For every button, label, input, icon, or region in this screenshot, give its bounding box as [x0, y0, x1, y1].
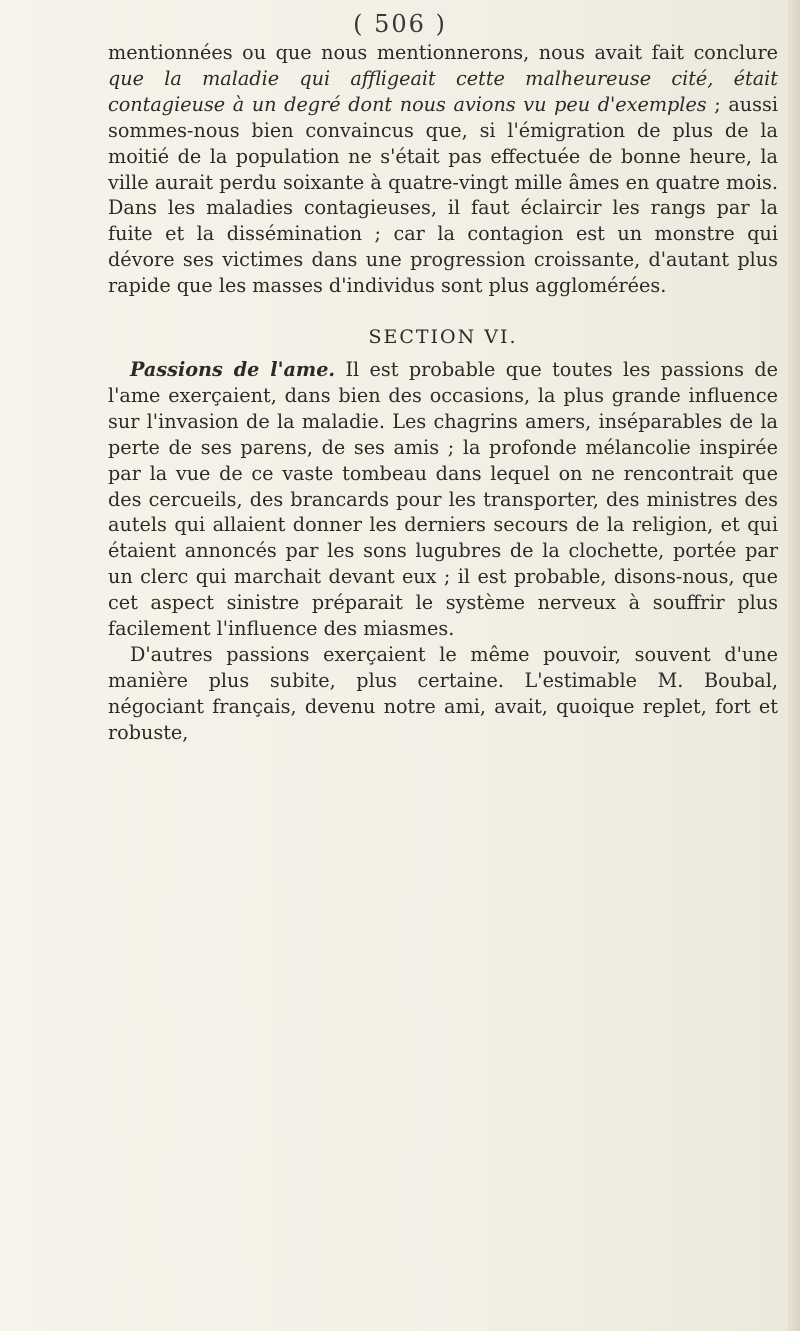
run-in-title: Passions de l'ame. [130, 357, 336, 381]
italic-quote: que la maladie qui affligeait cette malheureuse cité, était contagieuse à un degré dont nous avions vu peu d'exemples [108, 66, 778, 116]
paragraph-passions [108, 357, 778, 642]
paragraph-text: Il est probable que toutes les passions de l'ame exerçaient, dans bien des occasions, la plus grande influence sur l'invasion de la maladie. Les chagrins amers, inséparables de la perte de ses parens, de ses amis ; la profonde mélancolie inspirée par la vue de ce vaste tombeau dans lequel on ne rencontrait que des cercueils, des brancards pour les transporter, des ministres des autels qui allaient donner les derniers secours de la religion, et qui étaient annoncés par les sons lugubres de la clochette, portée par un clerc qui marchait devant eux ; il est probable, disons-nous, que cet aspect sinistre préparait le système nerveux à souffrir plus facilement l'influence des miasmes. [108, 357, 778, 641]
body-text [108, 40, 778, 746]
page-edge-shadow [788, 0, 800, 1331]
paragraph-text: mentionnées ou que nous mentionnerons, nous avait fait conclure [108, 41, 778, 64]
paragraph-contagion [108, 40, 778, 299]
page-number: ( 506 ) [353, 10, 447, 38]
paragraph-other-passions: D'autres passions exerçaient le même pouvoir, souvent d'une manière plus subite, plus certaine. L'estimable M. Boubal, négociant français, devenu notre ami, avait, quoique replet, fort et robuste, [108, 642, 778, 744]
section-heading: SECTION VI. [368, 326, 518, 349]
paragraph-text: ; aussi sommes-nous bien convaincus que, si l'émigration de plus de la moitié de la population ne s'était pas effectuée de bonne heure, la ville aurait perdu soixante à quatre-vingt mille âmes en quatre mois. Dans les maladies contagieuses, il faut éclaircir les rangs par la fuite et la dissémination ; car la contagion est un monstre qui dévore ses victimes dans une progression croissante, d'autant plus rapide que les masses d'individus sont plus agglomérées. [108, 92, 778, 298]
